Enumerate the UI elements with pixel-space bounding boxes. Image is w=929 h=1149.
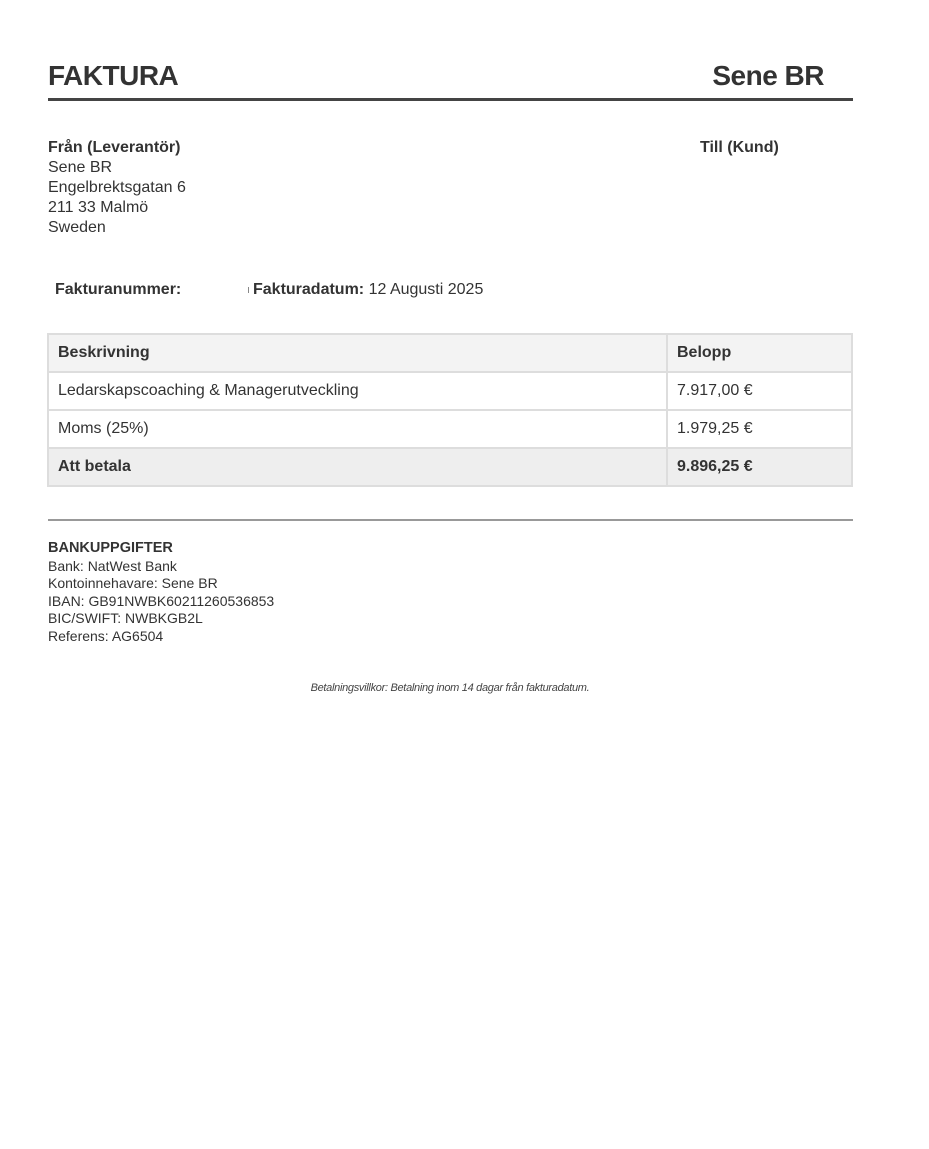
iban: IBAN: GB91NWBK60211260536853	[48, 592, 275, 609]
row-amount: 7.917,00 €	[667, 372, 852, 410]
bank-name: Bank: NatWest Bank	[48, 557, 177, 574]
payment-reference: Referens: AG6504	[48, 627, 164, 644]
company-name: Sene BR	[712, 60, 824, 91]
invoice-number-label: Fakturanummer:	[55, 281, 182, 298]
table-row	[48, 410, 852, 448]
row-description: Ledarskapscoaching & Managerutveckling	[48, 372, 667, 410]
supplier-address	[48, 138, 186, 238]
table-row	[48, 372, 852, 410]
supplier-city: 211 33 Malmö	[48, 199, 149, 216]
customer-label: Till (Kund)	[700, 139, 779, 156]
bic-swift: BIC/SWIFT: NWBKGB2L	[48, 610, 203, 626]
document-title: FAKTURA	[48, 60, 179, 91]
payment-terms: Betalningsvillkor: Betalning inom 14 dagar från fakturadatum.	[310, 682, 590, 694]
row-amount: 1.979,25 €	[667, 410, 852, 448]
supplier-label: Från (Leverantör)	[48, 139, 181, 156]
row-description: Moms (25%)	[48, 410, 667, 448]
line-items-table	[47, 333, 853, 487]
total-row	[48, 448, 852, 486]
total-amount: 9.896,25 €	[667, 448, 852, 486]
account-holder: Kontoinnehavare: Sene BR	[48, 575, 218, 591]
bank-details	[48, 540, 274, 645]
customer-address	[700, 138, 779, 158]
total-label: Att betala	[48, 448, 667, 486]
supplier-name: Sene BR	[48, 159, 113, 176]
table-header-row	[48, 334, 852, 372]
invoice-date-label: Fakturadatum:	[253, 281, 365, 298]
supplier-street: Engelbrektsgatan 6	[48, 179, 186, 196]
invoice-date-value: 12 Augusti 2025	[368, 281, 484, 298]
column-header-amount: Belopp	[667, 334, 852, 372]
section-divider	[48, 519, 853, 521]
bank-details-title: BANKUPPGIFTER	[48, 540, 173, 556]
invoice-meta	[55, 281, 483, 299]
invoice-header	[48, 58, 853, 101]
column-header-description: Beskrivning	[48, 334, 667, 372]
separator-mark	[248, 287, 249, 293]
supplier-country: Sweden	[48, 219, 106, 236]
